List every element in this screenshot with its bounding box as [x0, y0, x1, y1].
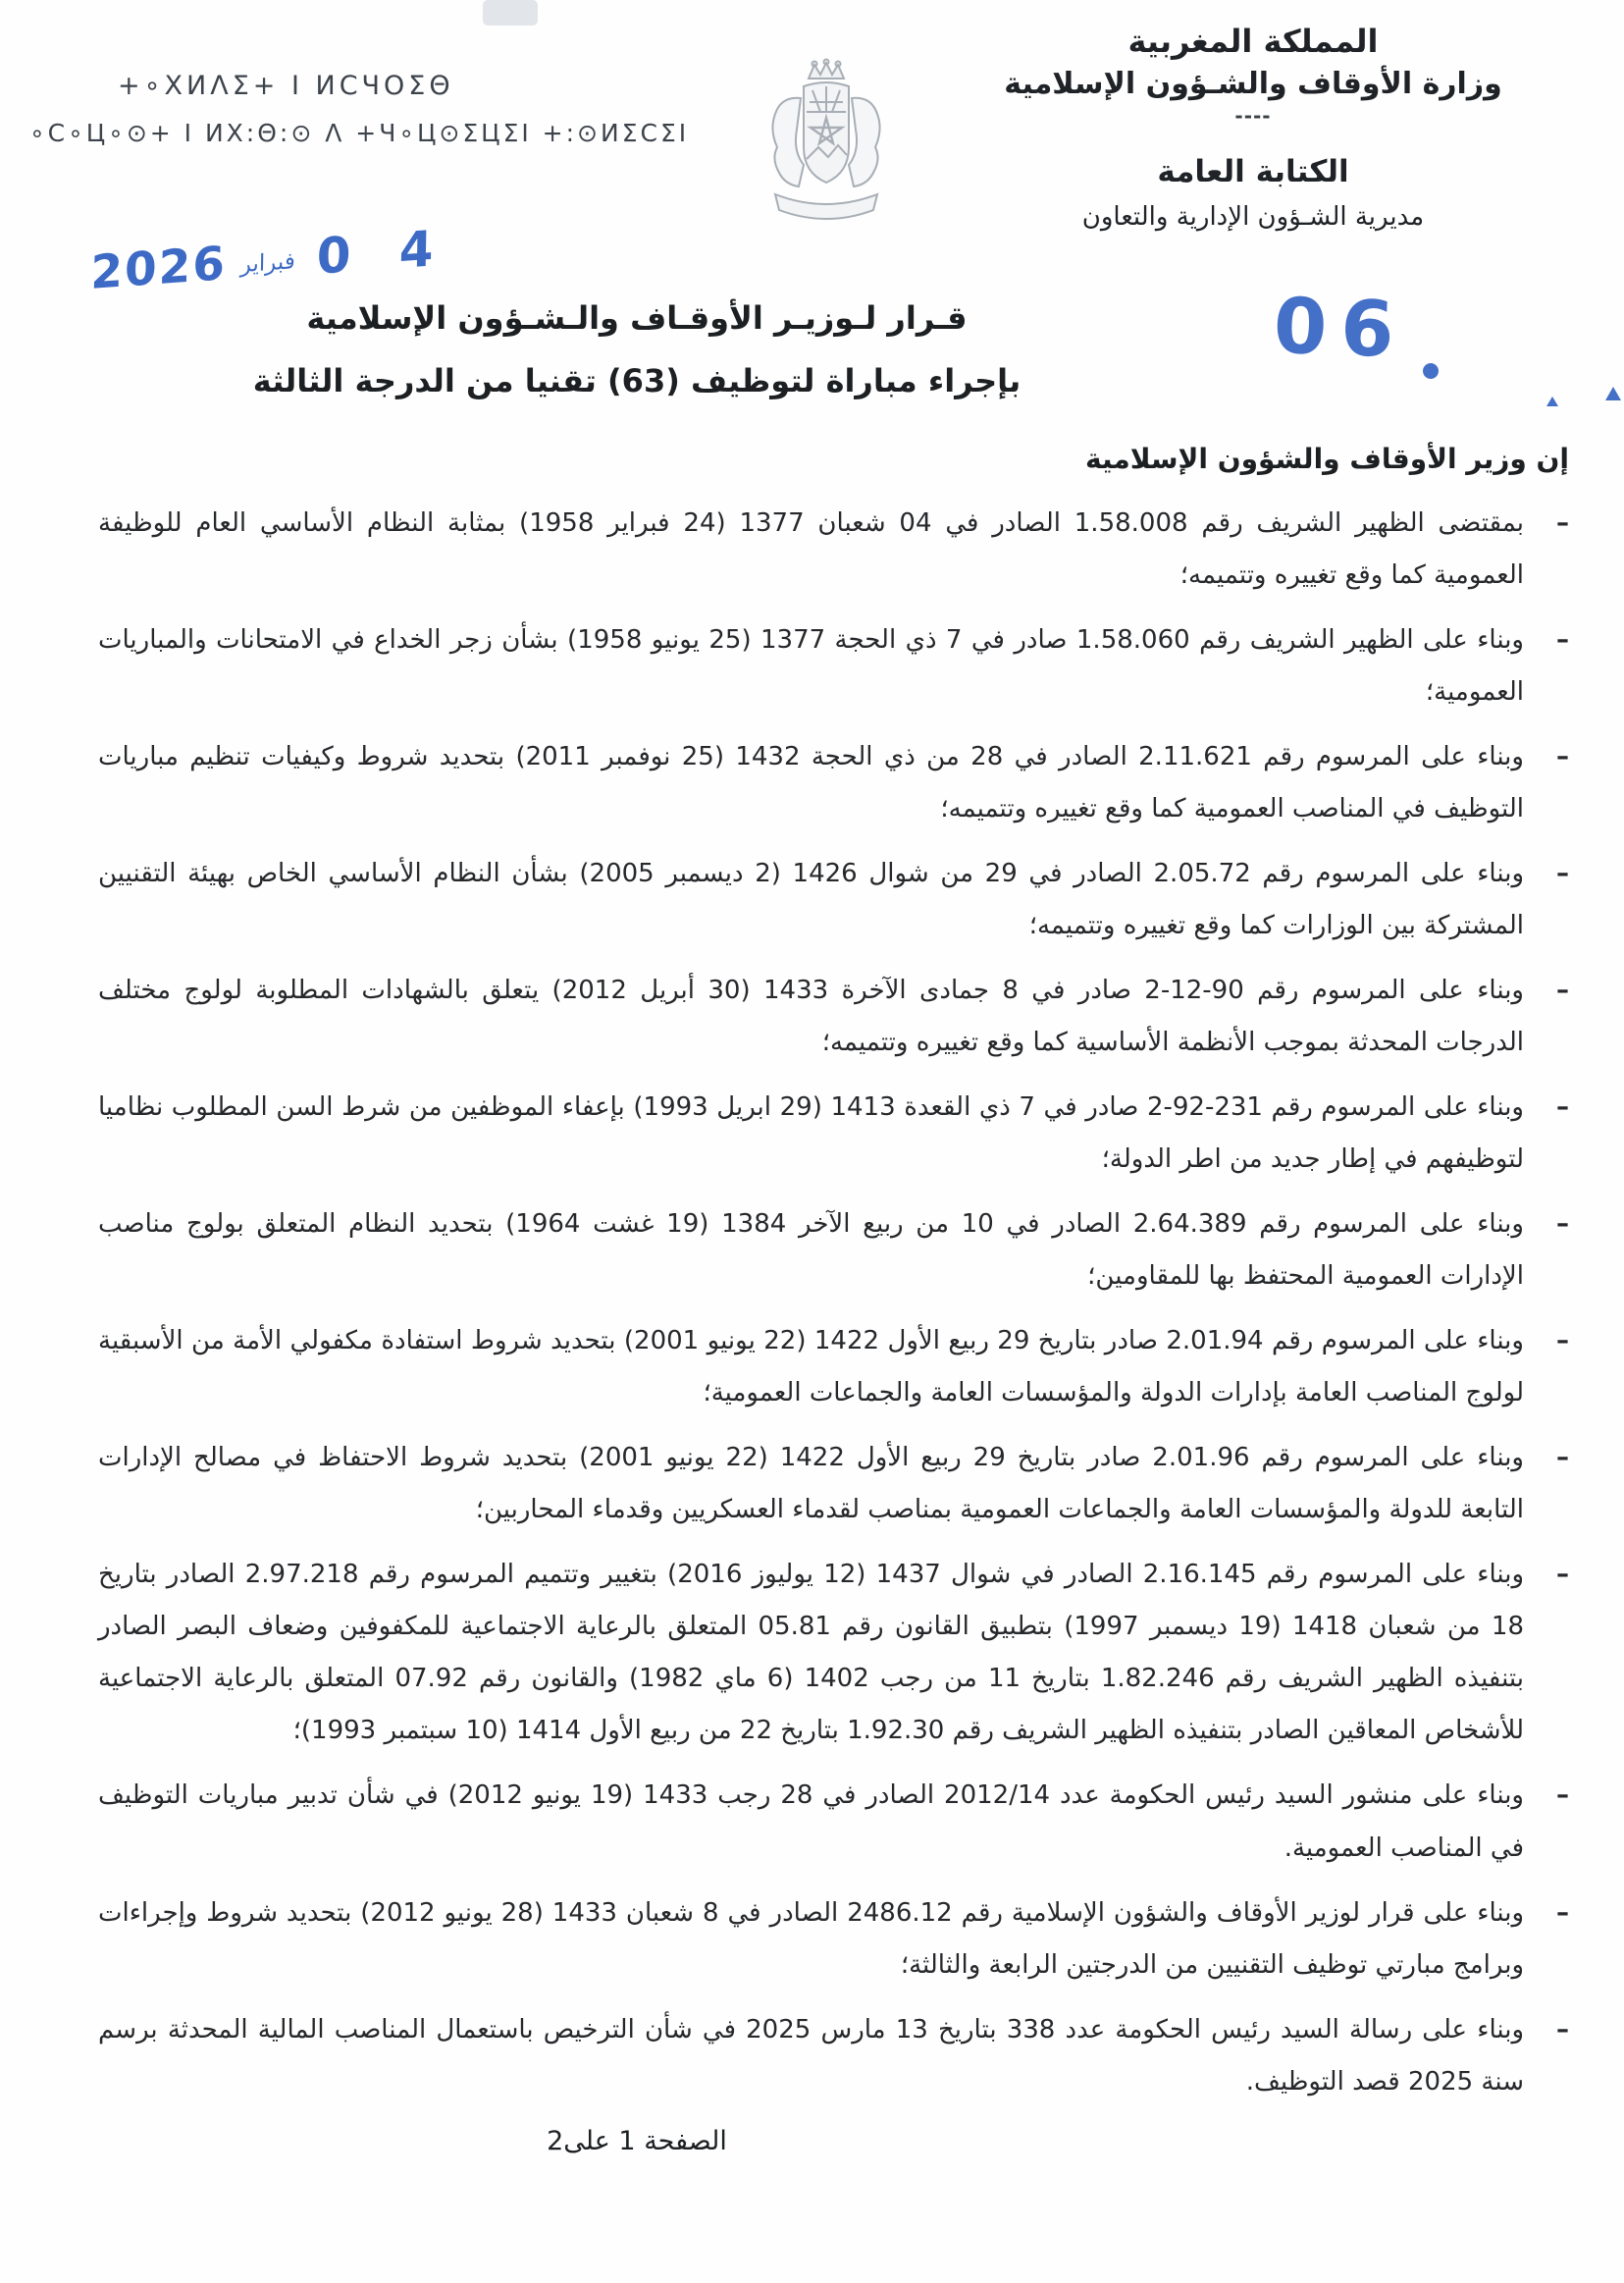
clause-text: وبناء على المرسوم رقم 2.05.72 الصادر في 29 من شوال 1426 (2 ديسمبر 2005) بشأن النظام الأساسي الخاص بهيئة التقنيين المشتركة بين الوزارات كما وقع تغييره وتتميمه؛ [98, 858, 1524, 941]
document-title [166, 287, 1108, 412]
dash-bullet: – [1556, 858, 1569, 888]
clause-text: وبناء على الظهير الشريف رقم 1.58.060 صادر في 7 ذي الحجة 1377 (25 يونيو 1958) بشأن زجر الخداع في الامتحانات والمباريات العمومية؛ [98, 624, 1524, 707]
consideration-item [98, 1770, 1569, 1874]
clause-text: وبناء على المرسوم رقم 2.01.94 صادر بتاريخ 29 ربيع الأول 1422 (22 يونيو 2001) بتحديد شروط استفادة مكفولي الأمة من الأسبقية لولوج المناصب العامة بإدارات الدولة والمؤسسات العامة والجماعات العمومية؛ [98, 1326, 1524, 1408]
header-right-block [939, 22, 1567, 235]
clause-text: وبناء على المرسوم رقم 2.01.96 صادر بتاريخ 29 ربيع الأول 1422 (22 يونيو 2001) بتحديد شروط الاحتفاظ في مصالح الإدارات التابعة للدولة والمؤسسات العامة والجماعات العمومية بمناصب لقدماء العسكريين وقدماء المحاربين؛ [98, 1443, 1524, 1525]
header-left-block [29, 71, 690, 147]
dash-bullet: – [1556, 2014, 1569, 2044]
consideration-item [98, 2004, 1569, 2108]
clause-text: وبناء على قرار لوزير الأوقاف والشؤون الإسلامية رقم 2486.12 الصادر في 8 شعبان 1433 (28 يونيو 2012) بتحديد شروط وإجراءات وبرامج مبارتي توظيف التقنيين من الدرجتين الرابعة والثالثة؛ [98, 1897, 1525, 1980]
kingdom-title: المملكة المغربية [1127, 23, 1379, 60]
tifinagh-line-2: ∘C∘Ц∘⊙+ I ИX:Θ:⊙ Λ +Ч∘Ц⊙ΣЦΣI +:⊙ИΣCΣI [29, 119, 690, 147]
dash-bullet: – [1556, 624, 1569, 655]
consideration-item [98, 1315, 1569, 1419]
dash-bullet: – [1556, 741, 1569, 771]
clause-text: وبناء على المرسوم رقم ‭2-12-90‬ صادر في 8 جمادى الآخرة 1433 (30 أبريل 2012) يتعلق بالشهادات المطلوبة لولوج مختلف الدرجات المحدثة بموجب الأنظمة الأساسية كما وقع تغييره وتتميمه؛ [98, 976, 1524, 1058]
clause-text: وبناء على المرسوم رقم 2.64.389 الصادر في 10 من ربيع الآخر 1384 (19 غشت 1964) بتحديد النظام المتعلق بولوج مناصب الإدارات العمومية المحتفظ بها للمقاومين؛ [98, 1209, 1524, 1292]
document-title-line1: قـرار لـوزيـر الأوقـاف والـشـؤون الإسلامية [306, 299, 968, 337]
directorate-title: مديرية الشـؤون الإدارية والتعاون [1081, 202, 1425, 233]
consideration-item [98, 965, 1569, 1069]
dash-bullet: – [1556, 1443, 1569, 1473]
consideration-item [98, 498, 1569, 602]
secretariat-title: الكتابة العامة [1157, 154, 1349, 190]
clause-text: بمقتضى الظهير الشريف رقم 1.58.008 الصادر في 04 شعبان 1377 (24 فبراير 1958) بمثابة النظام الأساسي العام للوظيفة العمومية كما وقع تغييره وتتميمه؛ [98, 507, 1524, 590]
dash-bullet: – [1556, 1092, 1569, 1123]
coat-of-arms-icon [748, 57, 905, 234]
scan-artifact [483, 0, 538, 26]
page-footer: الصفحة 1 على2 [547, 2125, 727, 2156]
consideration-item [98, 614, 1569, 718]
clause-text: وبناء على المرسوم رقم ‭2-92-231‬ صادر في 7 ذي القعدة 1413 (29 ابريل 1993) بإعفاء الموظفين من شرط السن المطلوب نظاميا لتوظيفهم في إطار جديد من اطر الدولة؛ [98, 1092, 1524, 1175]
date-stamp-year: 2026 [89, 236, 228, 300]
consideration-item [98, 1549, 1569, 1757]
document-body [0, 282, 1624, 2156]
intro-line: إن وزير الأوقاف والشؤون الإسلامية [1084, 443, 1569, 475]
consideration-item [98, 848, 1569, 952]
date-stamp-month: فبراير [239, 248, 296, 279]
ministry-title: وزارة الأوقاف والشـؤون الإسلامية [1004, 66, 1502, 101]
registration-number: 06 [1272, 282, 1410, 376]
consideration-item [98, 731, 1569, 835]
dash-bullet: – [1556, 1780, 1569, 1811]
document-title-line2: بإجراء مباراة لتوظيف (63) تقنيا من الدرجة الثالثة [252, 362, 1022, 399]
consideration-item [98, 1432, 1569, 1536]
dash-bullet: – [1556, 1560, 1569, 1590]
separator-dashes: ---- [1234, 104, 1272, 129]
consideration-item [98, 1198, 1569, 1302]
clause-text: وبناء على المرسوم رقم 2.11.621 الصادر في 28 من ذي الحجة 1432 (25 نوفمبر 2011) بتحديد شروط وكيفيات تنظيم مباريات التوظيف في المناصب العمومية كما وقع تغييره وتتميمه؛ [98, 741, 1524, 823]
dash-bullet: – [1556, 1897, 1569, 1928]
consideration-item [98, 1887, 1569, 1991]
dash-bullet: – [1556, 1326, 1569, 1356]
considerations-list [98, 498, 1569, 2108]
dash-bullet: – [1556, 1209, 1569, 1240]
clause-text: وبناء على المرسوم رقم 2.16.145 الصادر في شوال 1437 (12 يوليوز 2016) بتغيير وتتميم المرسوم رقم 2.97.218 الصادر بتاريخ 18 من شعبان 1418 (19 ديسمبر 1997) بتطبيق القانون رقم 05.81 المتعلق بالرعاية الاجتماعية للمكفوفين وضعاف البصر الصادر بتنفيذه الظهير الشريف رقم 1.82.246 بتاريخ 11 من رجب 1402 (6 ماي 1982) والقانون رقم 07.92 المتعلق بالرعاية الاجتماعية للأشخاص المعاقين الصادر بتنفيذه الظهير الشريف رقم 1.92.30 بتاريخ 22 من ربيع الأول 1414 (10 سبتمبر 1993)؛ [98, 1560, 1525, 1746]
clause-text: وبناء على رسالة السيد رئيس الحكومة عدد 338 بتاريخ 13 مارس 2025 في شأن الترخيص باستعمال المناصب المالية المحدثة برسم سنة 2025 قصد التوظيف. [98, 2014, 1525, 2097]
date-stamp-day: 0 4 [316, 219, 449, 286]
clause-text: وبناء على منشور السيد رئيس الحكومة عدد ‭2012/14‬ الصادر في 28 رجب 1433 (19 يونيو 2012) في شأن تدبير مباريات التوظيف في المناصب العمومية. [98, 1780, 1524, 1863]
tifinagh-line-1: +∘XИΛΣ+ I ИCЧOΣΘ [118, 71, 454, 101]
dash-bullet: – [1556, 507, 1569, 538]
dash-bullet: – [1556, 976, 1569, 1006]
consideration-item [98, 1082, 1569, 1186]
